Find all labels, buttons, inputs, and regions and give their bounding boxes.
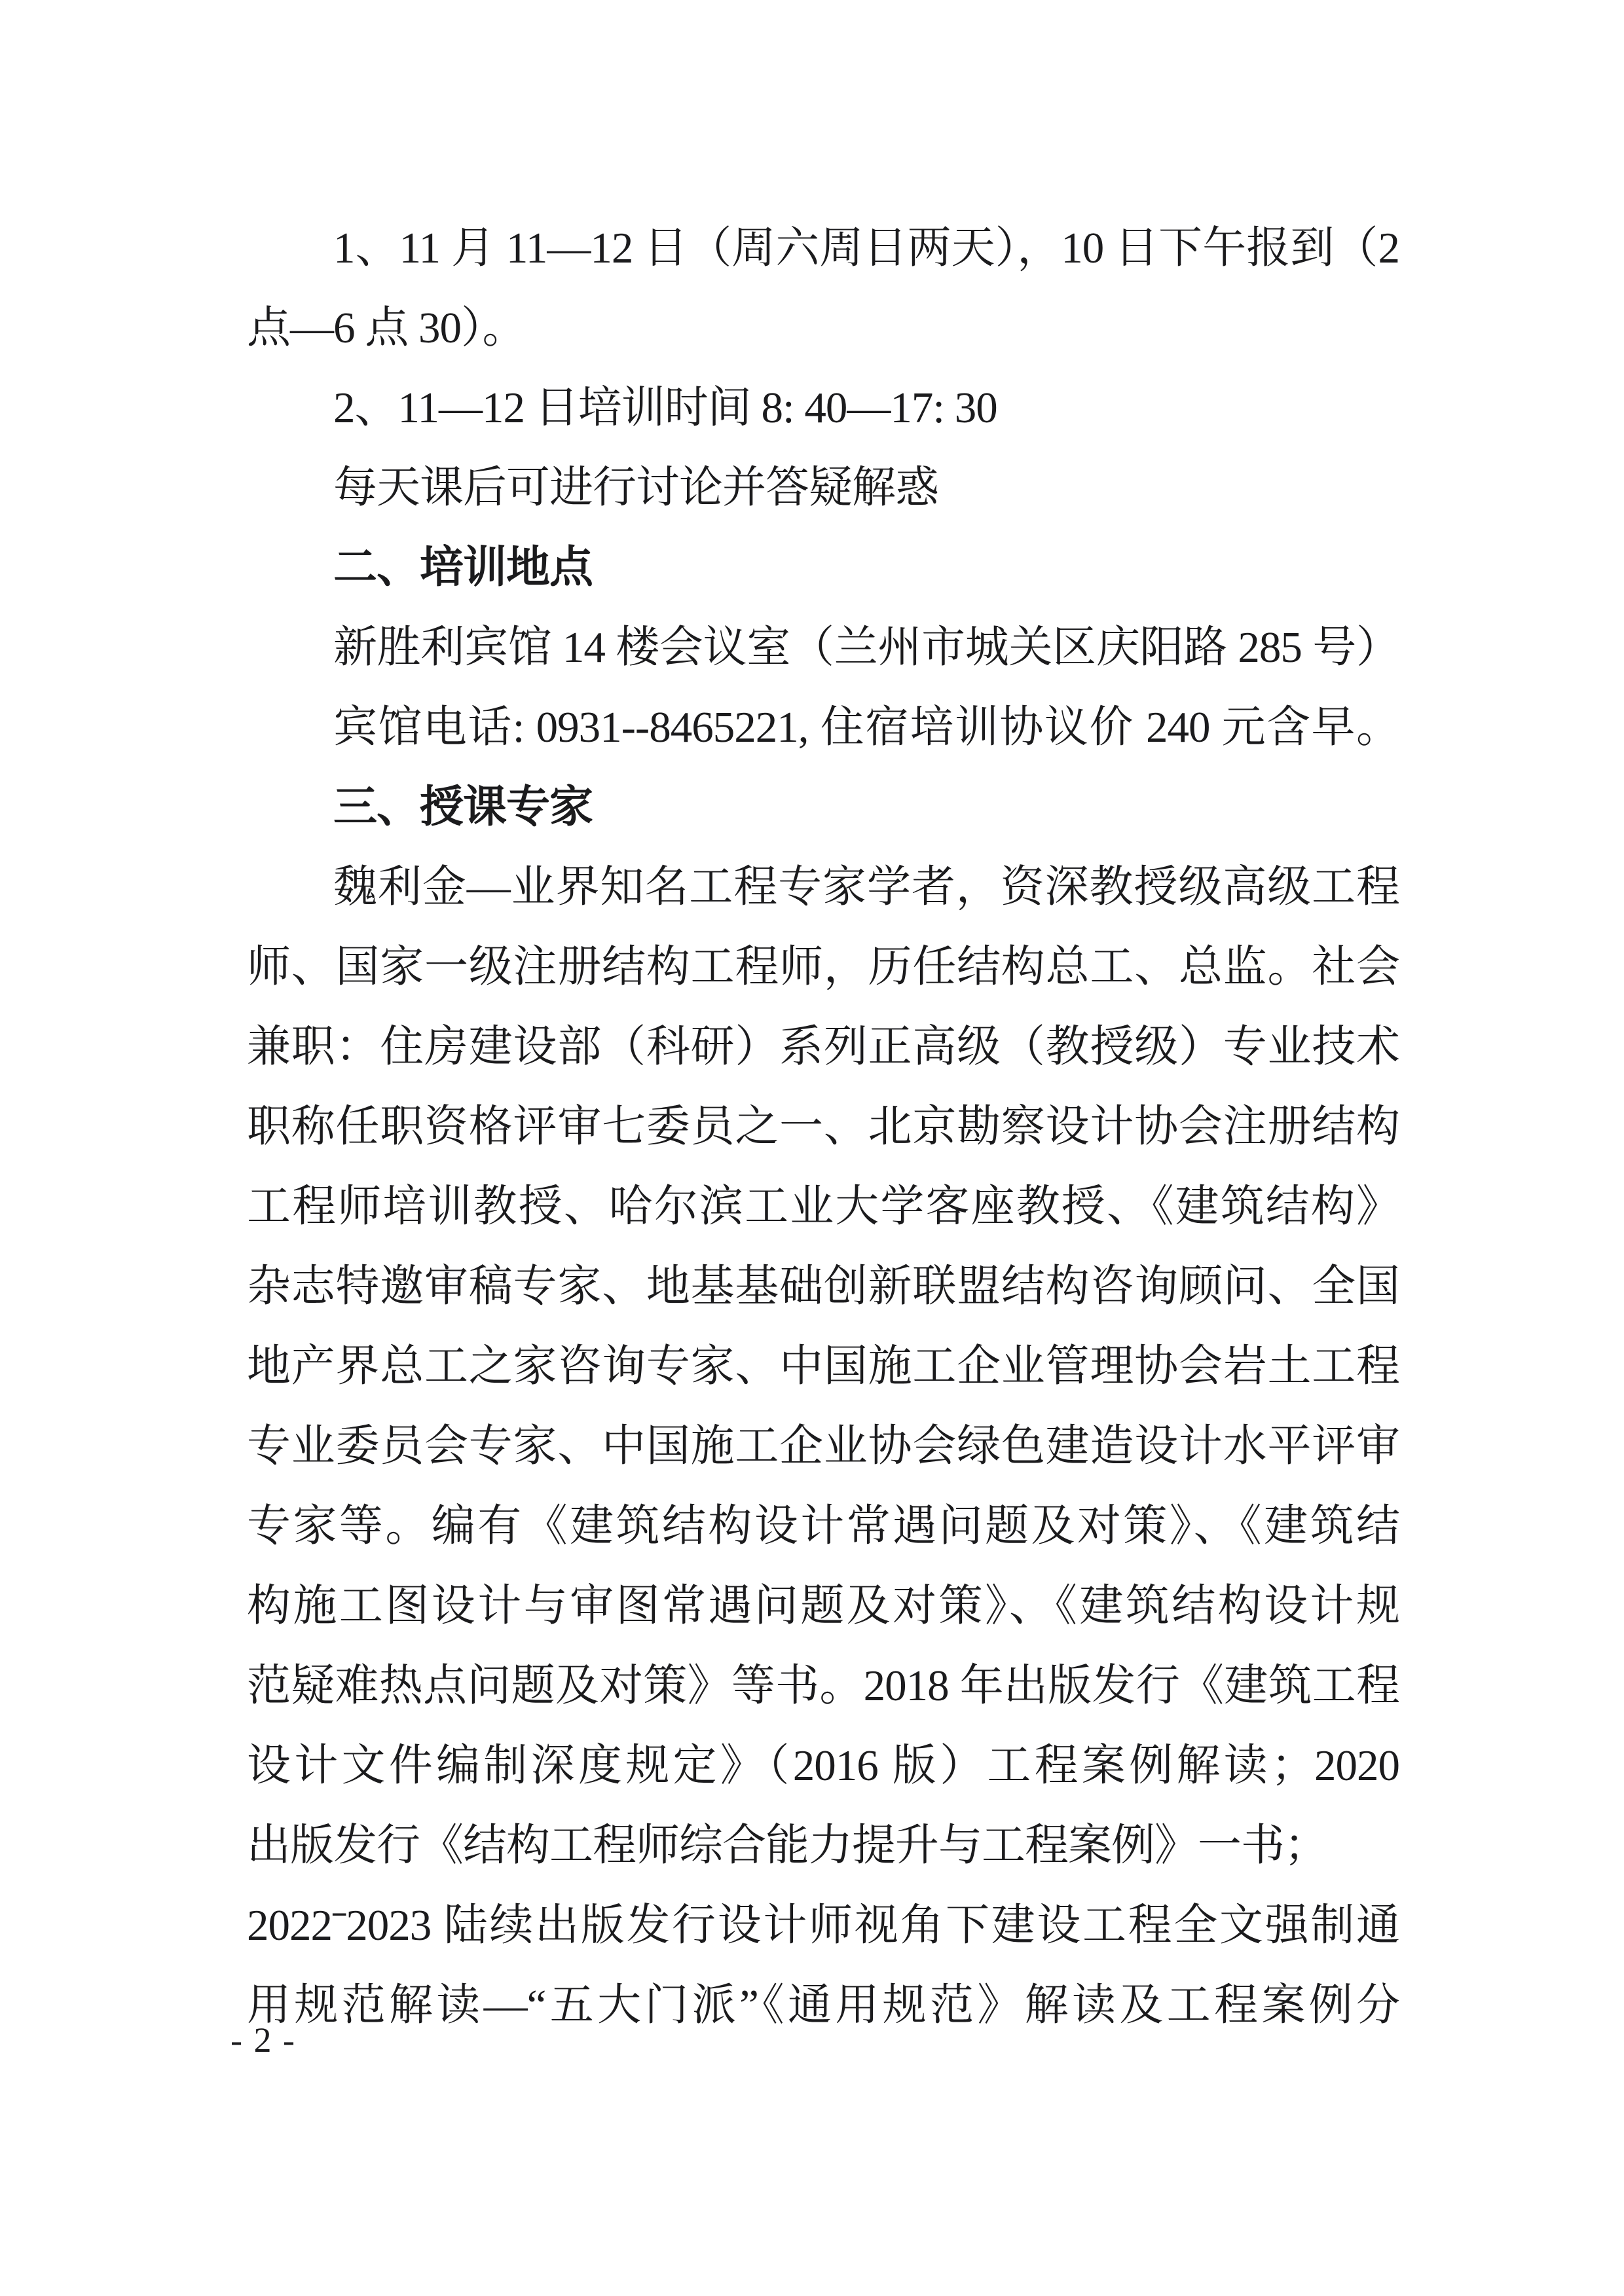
text-line: 2、11—12 日培训时间 8: 40—17: 30 — [333, 384, 997, 432]
text-line: 点—6 点 30）。 — [247, 304, 526, 352]
text-line: 新胜利宾馆 14 楼会议室（兰州市城关区庆阳路 285 号） — [333, 623, 1399, 672]
text-line: 专家等。编有《建筑结构设计常遇问题及对策》、《建筑结 — [247, 1502, 1399, 1550]
text-line: 杂志特邀审稿专家、地基基础创新联盟结构咨询顾问、全国 — [247, 1262, 1399, 1311]
text-line: 出版发行《结构工程师综合能力提升与工程案例》一书； — [247, 1821, 1327, 1870]
text-line: 师、国家一级注册结构工程师，历任结构总工、总监。社会 — [247, 943, 1399, 991]
text-line: 设计文件编制深度规定》（2016 版）工程案例解读；2020 — [247, 1741, 1399, 1790]
text-line: 每天课后可进行讨论并答疑解惑 — [333, 464, 938, 512]
text-line: 二、培训地点 — [333, 543, 593, 592]
text-line: 专业委员会专家、中国施工企业协会绿色建造设计水平评审 — [247, 1422, 1399, 1470]
text-line: 范疑难热点问题及对策》等书。2018 年出版发行《建筑工程 — [247, 1662, 1399, 1710]
body-text — [247, 208, 1399, 2045]
text-line: 用规范解读—“五大门派”《通用规范》解读及工程案例分 — [247, 1981, 1399, 2030]
text-line: 1、11 月 11—12 日（周六周日两天），10 日下午报到（2 — [333, 224, 1399, 272]
text-line: 构施工图设计与审图常遇问题及对策》、《建筑结构设计规 — [247, 1582, 1399, 1630]
page-number: - 2 - — [231, 2020, 296, 2060]
text-line: 三、授课专家 — [333, 783, 593, 831]
text-line: 魏利金—业界知名工程专家学者，资深教授级高级工程 — [333, 863, 1399, 911]
text-line: 宾馆电话: 0931--8465221, 住宿培训协议价 240 元含早。 — [333, 703, 1399, 752]
text-line: 工程师培训教授、哈尔滨工业大学客座教授、《建筑结构》 — [247, 1182, 1399, 1231]
text-line: 职称任职资格评审七委员之一、北京勘察设计协会注册结构 — [247, 1102, 1399, 1151]
text-line: 2022ˉ2023 陆续出版发行设计师视角下建设工程全文强制通 — [247, 1901, 1399, 1950]
text-line: 地产界总工之家咨询专家、中国施工企业管理协会岩土工程 — [247, 1342, 1399, 1391]
text-line: 兼职：住房建设部（科研）系列正高级（教授级）专业技术 — [247, 1023, 1399, 1071]
